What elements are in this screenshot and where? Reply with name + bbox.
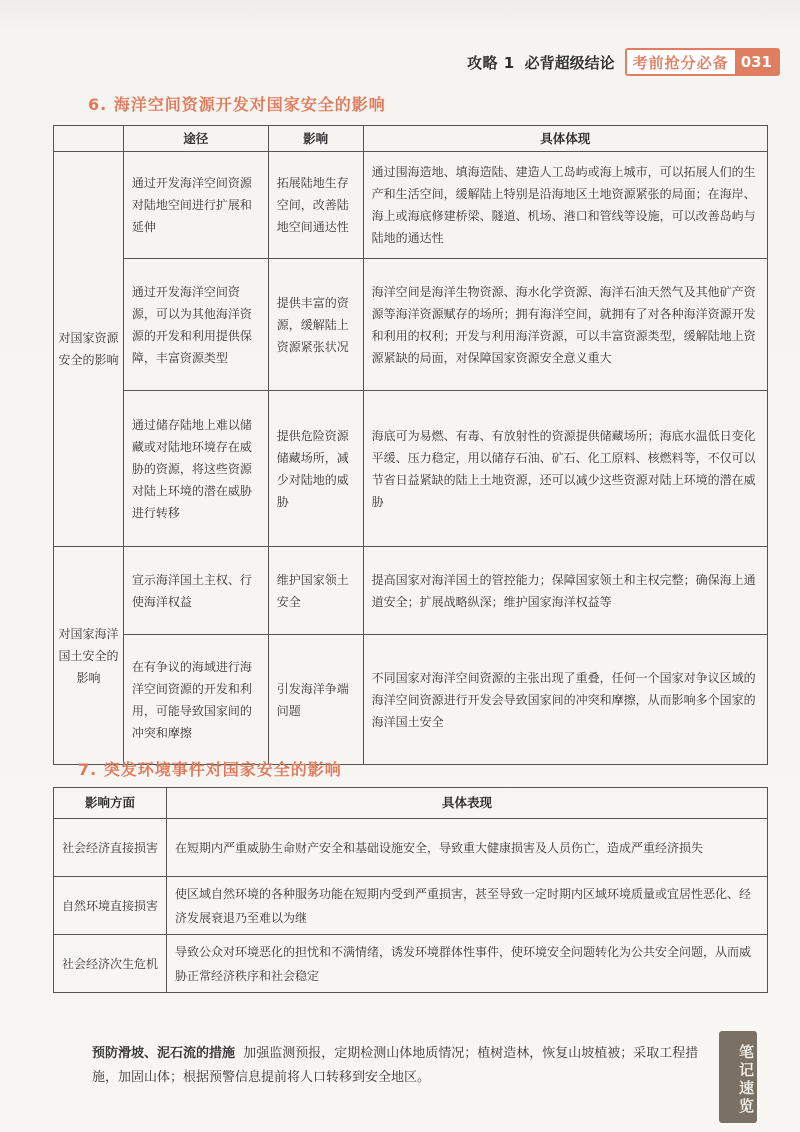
header-badge — [625, 48, 780, 76]
row-path: 通过开发海洋空间资源对陆地空间进行扩展和延伸 — [123, 152, 268, 259]
table-row — [54, 877, 768, 935]
row-detail: 不同国家对海洋空间资源的主张出现了重叠，任何一个国家对争议区域的海洋空间资源进行开发会导致国家间的冲突和摩擦，从而影响多个国家的海洋国土安全 — [363, 635, 767, 765]
table-row — [54, 819, 768, 877]
notes-side-tab: 笔记速览 — [719, 1031, 757, 1123]
row-impact: 引发海洋争端问题 — [268, 635, 363, 765]
section6-table — [53, 125, 768, 765]
row-detail: 海底可为易燃、有毒、有放射性的资源提供储藏场所；海底水温低日变化平缓、压力稳定，用以储存石油、矿石、化工原料、核燃料等，不仅可以节省日益紧缺的陆上土地资源，还可以减少这些资源对陆上环境的潜在威胁 — [363, 391, 767, 547]
page-header — [400, 47, 780, 77]
table-row — [54, 635, 768, 765]
table-row — [54, 935, 768, 993]
page-number: 031 — [735, 50, 778, 74]
chapter-label: 攻略 1 — [466, 53, 515, 72]
row-impact: 拓展陆地生存空间，改善陆地空间通达性 — [268, 152, 363, 259]
header-cell-empty — [54, 126, 124, 152]
page-top-shadow — [0, 0, 800, 36]
note-title: 预防滑坡、泥石流的措施 — [92, 1046, 236, 1061]
row-impact: 提供危险资源储藏场所，减少对陆地的威胁 — [268, 391, 363, 547]
table-header-row — [54, 126, 768, 152]
row-impact: 维护国家领土安全 — [268, 547, 363, 635]
row-detail: 通过围海造地、填海造陆、建造人工岛屿或海上城市，可以拓展人们的生产和生活空间，缓解陆上特别是沿海地区土地资源紧张的局面；在海岸、海上或海底修建桥梁、隧道、机场、港口和管线等设施，可以改善岛屿与陆地的通达性 — [363, 152, 767, 259]
row-detail: 提高国家对海洋国土的管控能力；保障国家领土和主权完整；确保海上通道安全；扩展战略纵深；维护国家海洋权益等 — [363, 547, 767, 635]
study-note — [92, 1042, 712, 1090]
table-row — [54, 259, 768, 391]
note-text: 加强监测预报，定期检测山体地质情况；植树造林，恢复山坡植被；采取工程措施，加固山体；根据预警信息提前将人口转移到安全地区。 — [92, 1046, 699, 1085]
header-cell-impact: 影响 — [268, 126, 363, 152]
row-path: 通过储存陆地上难以储藏或对陆地环境存在威胁的资源，将这些资源对陆上环境的潜在威胁进行转移 — [123, 391, 268, 547]
badge-label: 考前抢分必备 — [632, 53, 729, 72]
row-detail: 导致公众对环境恶化的担忧和不满情绪，诱发环境群体性事件，使环境安全问题转化为公共安全问题，从而威胁正常经济秩序和社会稳定 — [167, 935, 768, 993]
table-row — [54, 547, 768, 635]
row-detail: 使区域自然环境的各种服务功能在短期内受到严重损害，甚至导致一定时期内区域环境质量或宜居性恶化、经济发展衰退乃至难以为继 — [167, 877, 768, 935]
row-detail: 在短期内严重威胁生命财产安全和基础设施安全，导致重大健康损害及人员伤亡，造成严重经济损失 — [167, 819, 768, 877]
row-detail: 海洋空间是海洋生物资源、海水化学资源、海洋石油天然气及其他矿产资源等海洋资源赋存的场所；拥有海洋空间，就拥有了对各种海洋资源开发和利用的权利；开发与利用海洋资源，可以丰富资源类型，缓解陆地上资源紧缺的局面，对保障国家资源安全意义重大 — [363, 259, 767, 391]
header-cell-detail: 具体体现 — [363, 126, 767, 152]
section6-title: 6. 海洋空间资源开发对国家安全的影响 — [88, 95, 386, 114]
header-cell-detail: 具体表现 — [167, 788, 768, 819]
section7-title: 7. 突发环境事件对国家安全的影响 — [78, 760, 342, 779]
row-aspect: 社会经济次生危机 — [54, 935, 167, 993]
chapter-subtitle: 必背超级结论 — [524, 53, 615, 72]
group-label-resource: 对国家资源安全的影响 — [54, 152, 124, 547]
row-aspect: 社会经济直接损害 — [54, 819, 167, 877]
header-cell-aspect: 影响方面 — [54, 788, 167, 819]
section7-table — [53, 787, 768, 993]
row-aspect: 自然环境直接损害 — [54, 877, 167, 935]
row-path: 宣示海洋国土主权、行使海洋权益 — [123, 547, 268, 635]
row-impact: 提供丰富的资源，缓解陆上资源紧张状况 — [268, 259, 363, 391]
header-cell-path: 途径 — [123, 126, 268, 152]
row-path: 在有争议的海域进行海洋空间资源的开发和利用，可能导致国家间的冲突和摩擦 — [123, 635, 268, 765]
table-header-row — [54, 788, 768, 819]
group-label-territory: 对国家海洋国土安全的影响 — [54, 547, 124, 765]
table-row — [54, 152, 768, 259]
table-row — [54, 391, 768, 547]
row-path: 通过开发海洋空间资源，可以为其他海洋资源的开发和利用提供保障，丰富资源类型 — [123, 259, 268, 391]
